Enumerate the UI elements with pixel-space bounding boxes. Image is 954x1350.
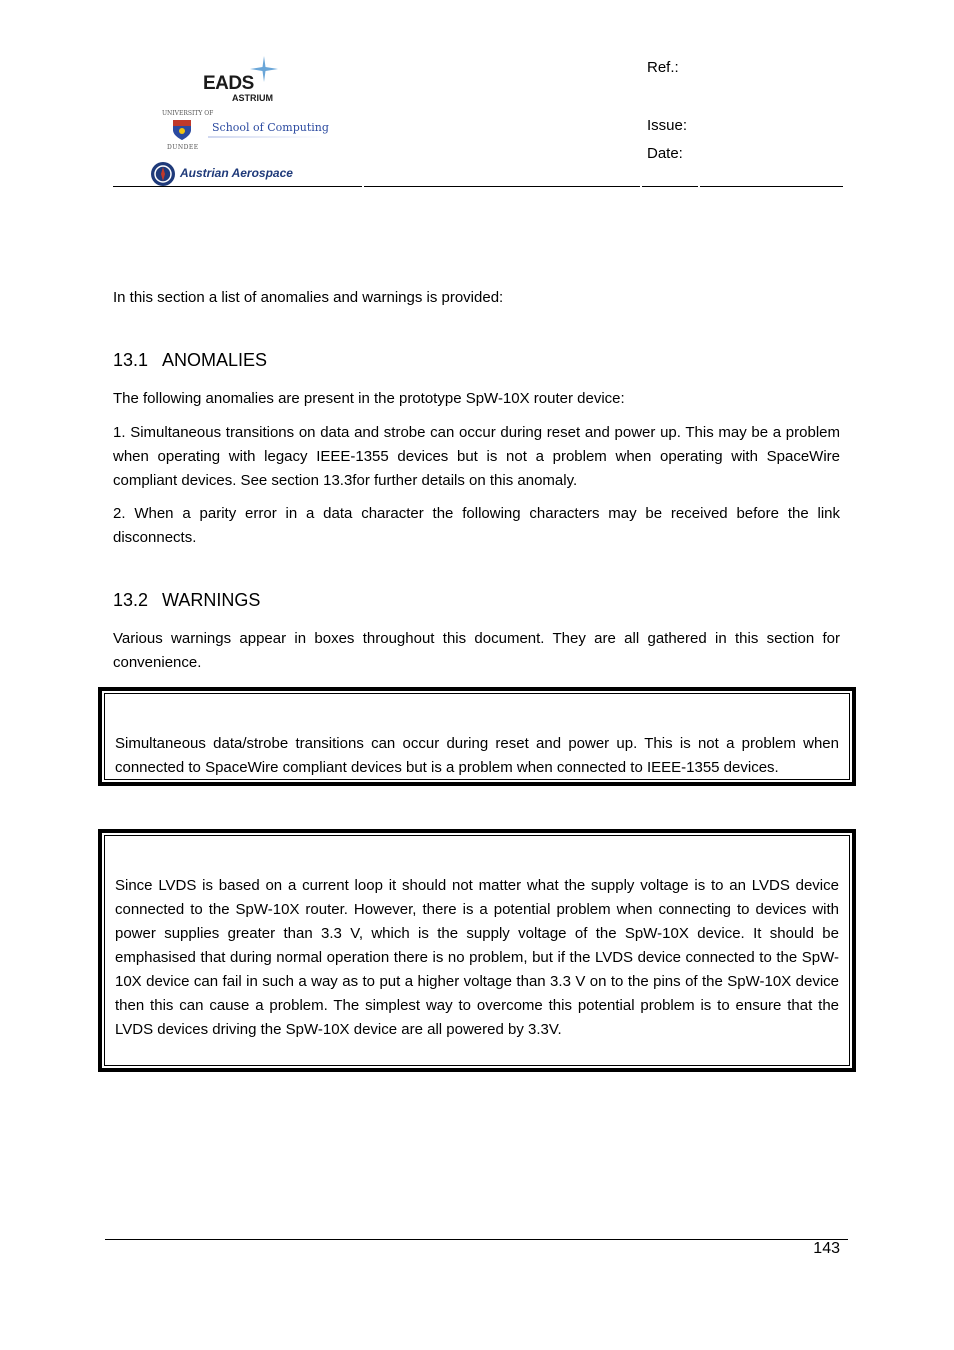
eads-astrium-logo: [200, 56, 280, 106]
date-label: Date:: [647, 145, 683, 162]
warning-box: [98, 829, 856, 1072]
warning-text: Since LVDS is based on a current loop it should not matter what the supply voltage is to an LVDS device connected to the SpW-10X router. However, there is a potential problem when connecting to devices with power supplies greater than 3.3 V, which is the supply voltage of the SpW-10X device. It should be emphasised that during normal operation there is no problem, but if the LVDS device connected to the SpW-10X device can fail in such a way as to put a higher voltage than 3.3 V on to the pins of the SpW-10X device then this can cause a problem. The simplest way to overcome this potential problem is to ensure that the LVDS devices driving the SpW-10X device are all powered by 3.3V.: [115, 877, 839, 1038]
anomalies-lead: The following anomalies are present in the prototype SpW-10X router device:: [113, 390, 625, 407]
anomalies-heading: [113, 350, 267, 371]
section-number: 13.2: [113, 590, 149, 610]
school-of-computing-text: School of Computing: [212, 121, 329, 134]
austrian-aerospace-logo: [150, 160, 350, 188]
header-rule: [113, 186, 362, 187]
issue-label: Issue:: [647, 117, 688, 134]
ref-label: Ref.:: [647, 59, 679, 76]
page-number: 143: [813, 1240, 840, 1257]
warning-box-inner: [104, 693, 850, 780]
warning-box-inner: [104, 835, 850, 1066]
star-icon: [250, 56, 278, 82]
section-title: ANOMALIES: [162, 350, 268, 370]
header-rule: [642, 186, 698, 187]
section-number: 13.1: [113, 350, 149, 370]
astrium-wordmark: ASTRIUM: [232, 93, 273, 103]
eads-wordmark: EADS: [203, 73, 254, 94]
header-rule: [364, 186, 640, 187]
austrian-aerospace-text: Austrian Aerospace: [180, 166, 293, 180]
intro-paragraph: In this section a list of anomalies and warnings is provided:: [113, 289, 504, 306]
dundee-arc-text: UNIVERSITY OF: [162, 110, 214, 117]
footer-rule: [105, 1239, 848, 1240]
warning-box: [98, 687, 856, 786]
section-title: WARNINGS: [162, 590, 261, 610]
header-rule: [700, 186, 843, 187]
warnings-lead: Various warnings appear in boxes throughout this document. They are all gathered in this section for convenience.: [113, 630, 840, 671]
dundee-school-of-computing-logo: [150, 110, 340, 156]
austrian-aerospace-seal-icon: [150, 161, 176, 187]
university-crest-icon: [170, 118, 194, 142]
logo-underline: [208, 136, 326, 138]
anomaly-item: 2. When a parity error in a data character the following characters may be received before the link disconnects.: [113, 505, 840, 546]
dundee-text: DUNDEE: [167, 144, 199, 151]
anomaly-item: 1. Simultaneous transitions on data and strobe can occur during reset and power up. This may be a problem when operating with legacy IEEE-1355 devices but is not a problem when operating with SpaceWire compliant devices. See section 13.3for further details on this anomaly.: [113, 424, 840, 489]
warnings-heading: [113, 590, 260, 611]
warning-text: Simultaneous data/strobe transitions can occur during reset and power up. This is not a problem when connected to SpaceWire compliant devices but is a problem when connected to IEEE-1355 devices.: [115, 735, 839, 776]
